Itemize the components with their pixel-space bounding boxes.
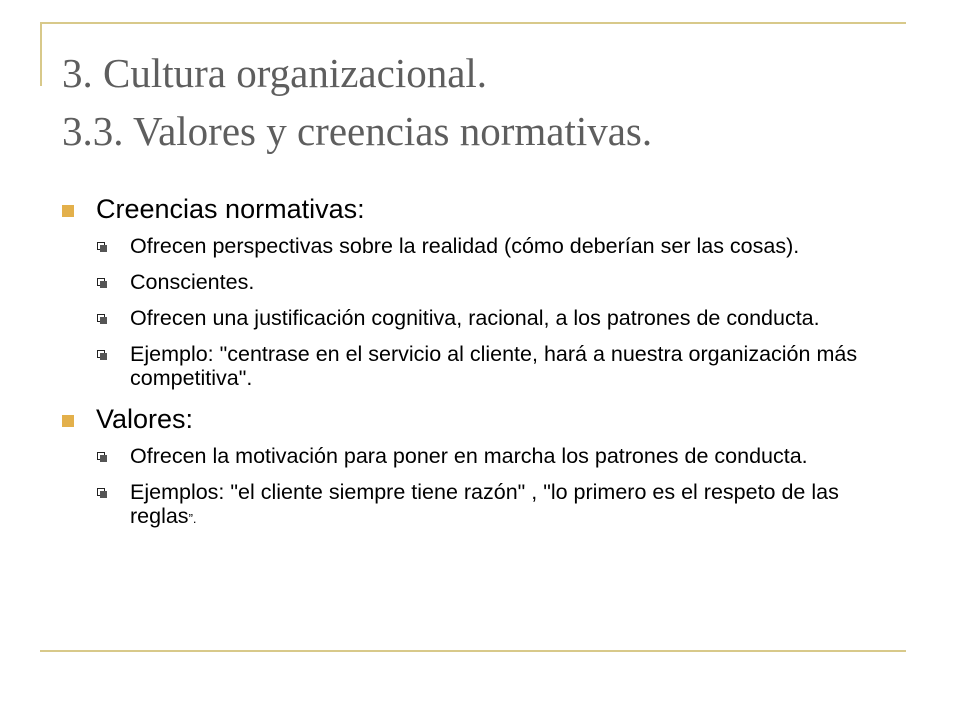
box-bullet-icon: [97, 242, 105, 250]
sub-bullet-text: Ejemplo: "centrase en el servicio al cliente, hará a nuestra organización más competitiva".: [130, 342, 858, 390]
slide-title: [62, 44, 922, 160]
sub-bullet: [60, 342, 910, 390]
box-bullet-icon: [97, 278, 105, 286]
square-bullet-icon: [62, 415, 74, 427]
bullet-creencias-normativas: [60, 192, 910, 226]
left-rule: [40, 22, 42, 86]
sub-bullet: [60, 234, 910, 258]
sub-bullet-text: Ofrecen la motivación para poner en marcha los patrones de conducta.: [130, 444, 808, 468]
box-bullet-icon: [97, 488, 105, 496]
sub-bullet: [60, 306, 910, 330]
bullet-heading: Creencias normativas:: [96, 194, 365, 224]
box-bullet-icon: [97, 452, 105, 460]
top-rule: [40, 22, 906, 24]
sub-bullet-text: Ejemplos: "el cliente siempre tiene razón" , "lo primero es el respeto de las reglas: [130, 480, 839, 528]
title-line-2: 3.3. Valores y creencias normativas.: [62, 108, 653, 154]
bottom-rule: [40, 650, 906, 652]
sub-bullet: [60, 270, 910, 294]
sub-bullet: [60, 444, 910, 468]
sub-bullet-text: Ofrecen una justificación cognitiva, racional, a los patrones de conducta.: [130, 306, 820, 330]
slide-content: [60, 192, 910, 543]
bullet-valores: [60, 402, 910, 436]
sub-bullet-text: Ofrecen perspectivas sobre la realidad (cómo deberían ser las cosas).: [130, 234, 800, 258]
sub-bullet-text: Conscientes.: [130, 270, 255, 294]
bullet-heading: Valores:: [96, 404, 194, 434]
title-line-1: 3. Cultura organizacional.: [62, 50, 488, 96]
box-bullet-icon: [97, 314, 105, 322]
box-bullet-icon: [97, 350, 105, 358]
square-bullet-icon: [62, 205, 74, 217]
sub-bullet: [60, 480, 910, 531]
closing-quote: ”.: [188, 511, 197, 526]
